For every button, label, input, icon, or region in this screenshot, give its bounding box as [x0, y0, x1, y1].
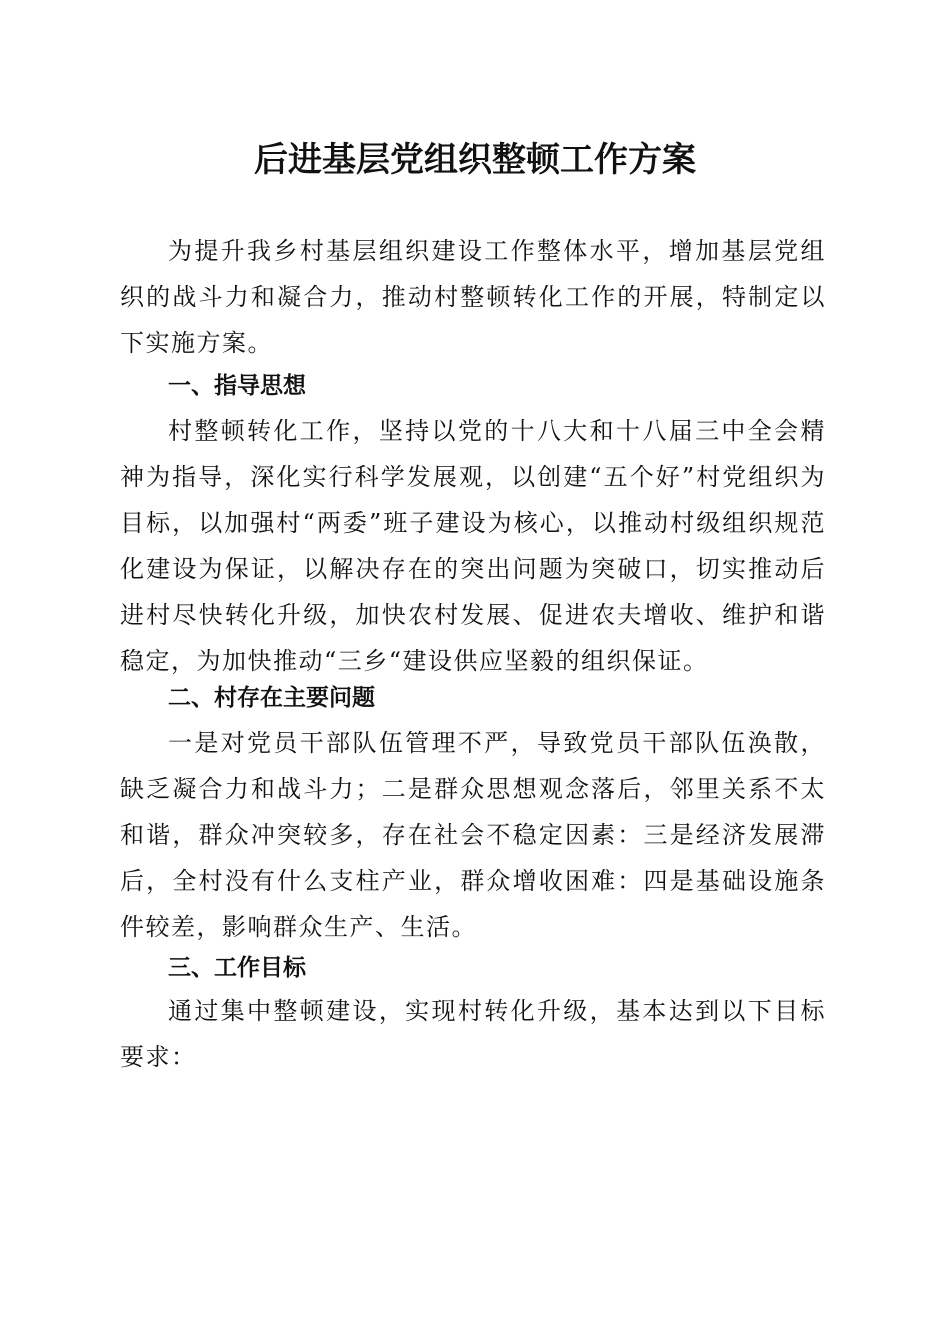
section-heading-guiding-ideology: 一、指导思想 — [168, 373, 306, 399]
document-title: 后进基层党组织整顿工作方案 — [254, 140, 696, 180]
section-heading-main-problems: 二、村存在主要问题 — [168, 685, 375, 711]
section-paragraph-guiding-ideology: 村整顿转化工作，坚持以党的十八大和十八届三中全会精神为指导，深化实行科学发展观，以创建“五个好”村党组织为目标，以加强村“两委”班子建设为核心，以推动村级组织规范化建设为保证，以解决存在的突出问题为突破口，切实推动后进村尽快转化升级，加快农村发展、促进农夫增收、维护和谐稳定，为加快推动“三乡“建设供应坚毅的组织保证。 — [120, 417, 826, 675]
section-paragraph-main-problems: 一是对党员干部队伍管理不严，导致党员干部队伍涣散，缺乏凝合力和战斗力；二是群众思想观念落后，邻里关系不太和谐，群众冲突较多，存在社会不稳定因素：三是经济发展滞后，全村没有什么支柱产业，群众增收困难：四是基础设施条件较差，影响群众生产、生活。 — [120, 729, 826, 941]
intro-paragraph: 为提升我乡村基层组织建设工作整体水平，增加基层党组织的战斗力和凝合力，推动村整顿转化工作的开展，特制定以下实施方案。 — [120, 237, 826, 357]
section-heading-work-goals: 三、工作目标 — [168, 955, 306, 981]
section-paragraph-work-goals: 通过集中整顿建设，实现村转化升级，基本达到以下目标要求： — [120, 997, 826, 1071]
